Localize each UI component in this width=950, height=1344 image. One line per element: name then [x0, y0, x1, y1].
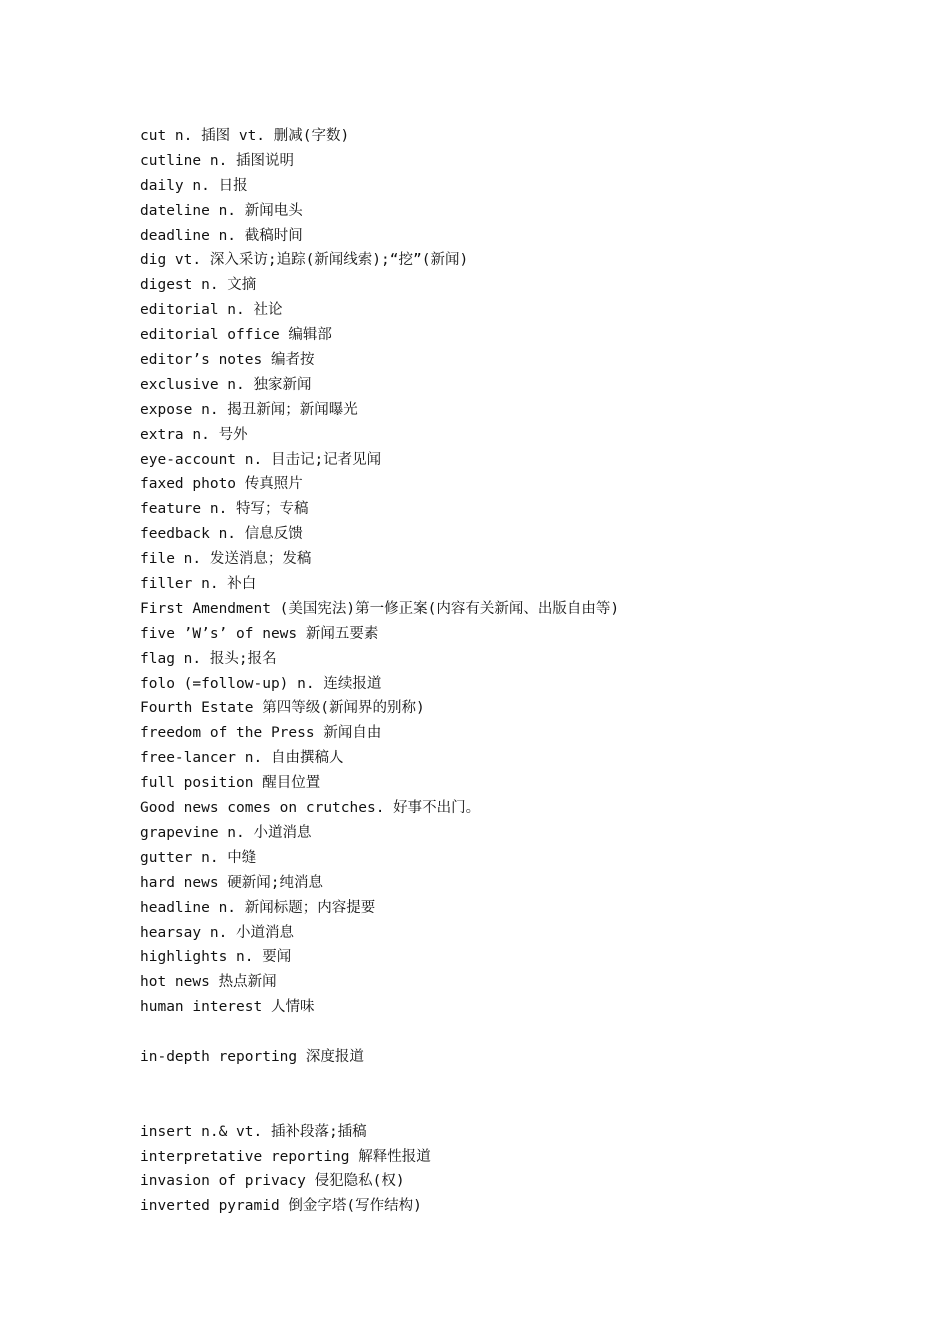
glossary-entry: deadline n. 截稿时间 [140, 227, 303, 244]
glossary-entry: free-lancer n. 自由撰稿人 [140, 750, 344, 767]
glossary-entry: expose n. 揭丑新闻；新闻曝光 [140, 401, 358, 418]
glossary-entry: freedom of the Press 新闻自由 [140, 725, 382, 742]
glossary-entry: hearsay n. 小道消息 [140, 924, 295, 941]
glossary-entry: folo (=follow-up) n. 连续报道 [140, 675, 382, 692]
glossary-entry: human interest 人情味 [140, 999, 315, 1016]
glossary-entry: in-depth reporting 深度报道 [140, 1048, 364, 1065]
glossary-entry: daily n. 日报 [140, 177, 248, 194]
glossary-entry: grapevine n. 小道消息 [140, 824, 312, 841]
glossary-entry: invasion of privacy 侵犯隐私(权) [140, 1173, 405, 1190]
glossary-entry: digest n. 文摘 [140, 277, 257, 294]
glossary-entry: editor’s notes 编者按 [140, 352, 315, 369]
glossary-entry: insert n.& vt. 插补段落;插稿 [140, 1123, 367, 1140]
glossary-entry: gutter n. 中缝 [140, 849, 257, 866]
glossary-entry: extra n. 号外 [140, 426, 248, 443]
glossary-entry: interpretative reporting 解释性报道 [140, 1148, 431, 1165]
glossary-list [140, 124, 920, 1219]
glossary-entry: faxed photo 传真照片 [140, 476, 303, 493]
glossary-entry: hot news 热点新闻 [140, 974, 277, 991]
glossary-entry: feature n. 特写；专稿 [140, 501, 309, 518]
glossary-entry: filler n. 补白 [140, 576, 257, 593]
glossary-entry: cut n. 插图 vt. 删减(字数) [140, 128, 350, 144]
blank-line [140, 1020, 920, 1045]
glossary-entry: cutline n. 插图说明 [140, 152, 295, 169]
glossary-entry: First Amendment (美国宪法)第一修正案(内容有关新闻、出版自由等) [140, 600, 620, 617]
glossary-entry: five ’W’s’ of news 新闻五要素 [140, 625, 379, 642]
glossary-entry: flag n. 报头;报名 [140, 650, 277, 667]
glossary-entry: highlights n. 要闻 [140, 949, 292, 966]
glossary-entry: editorial office 编辑部 [140, 327, 332, 344]
glossary-entry: headline n. 新闻标题；内容提要 [140, 899, 376, 916]
glossary-entry: editorial n. 社论 [140, 302, 283, 319]
blank-line [140, 1070, 920, 1095]
glossary-entry: hard news 硬新闻;纯消息 [140, 874, 324, 891]
glossary-entry: inverted pyramid 倒金字塔(写作结构) [140, 1198, 422, 1215]
glossary-entry: dig vt. 深入采访;追踪(新闻线索);“挖”(新闻) [140, 252, 469, 269]
glossary-entry: Good news comes on crutches. 好事不出门。 [140, 800, 481, 817]
glossary-entry: full position 醒目位置 [140, 775, 321, 792]
glossary-entry: feedback n. 信息反馈 [140, 526, 303, 543]
blank-line [140, 1095, 920, 1120]
glossary-entry: Fourth Estate 第四等级(新闻界的别称) [140, 700, 425, 717]
glossary-entry: eye-account n. 目击记;记者见闻 [140, 451, 382, 468]
glossary-entry: dateline n. 新闻电头 [140, 202, 303, 219]
glossary-entry: file n. 发送消息；发稿 [140, 551, 312, 568]
glossary-entry: exclusive n. 独家新闻 [140, 376, 312, 393]
